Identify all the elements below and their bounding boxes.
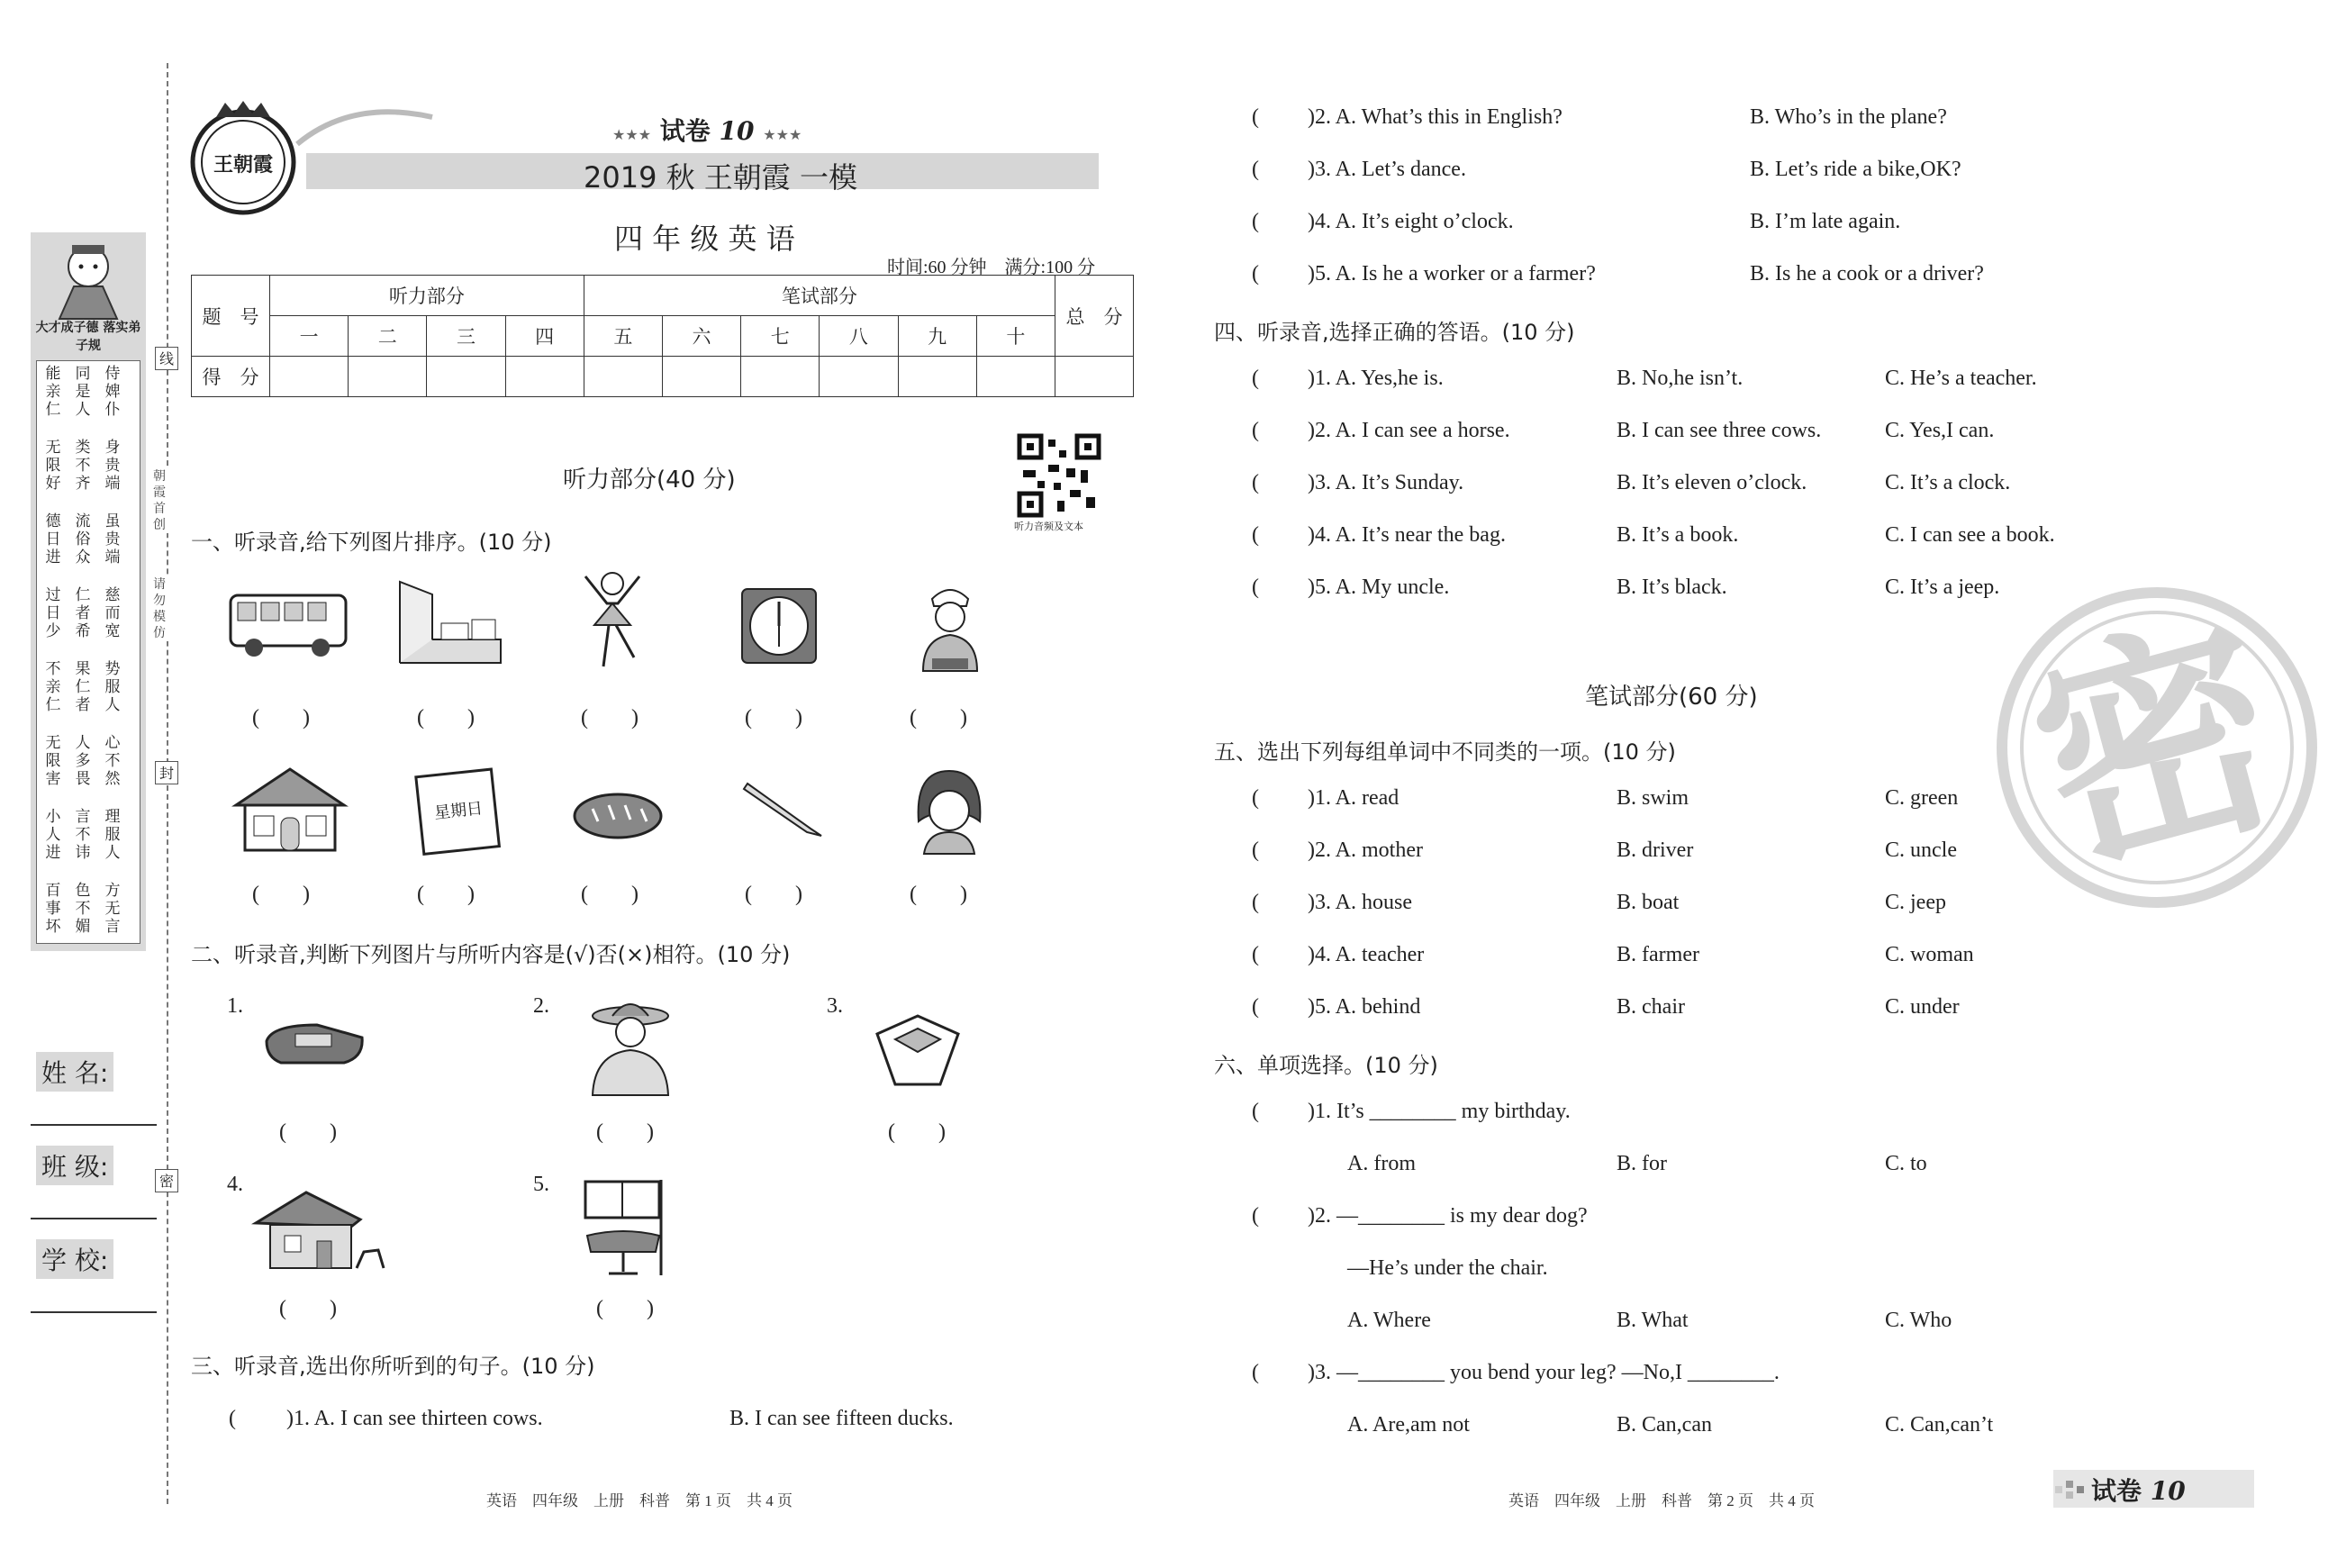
- farmer-picture: [576, 998, 684, 1101]
- stars-right: ★★★: [763, 126, 802, 143]
- seal-text: 密: [2008, 585, 2305, 910]
- s5-item-a: )5. A. behind: [1308, 995, 1421, 1019]
- answer-paren-open[interactable]: (: [1252, 367, 1259, 390]
- corner-dots: [2055, 1477, 2088, 1500]
- motto-col: 不亲仁: [45, 660, 61, 714]
- sidebar-slogan: 大才成子德 落实弟子规: [35, 321, 141, 353]
- s5-item-c: C. jeep: [1885, 891, 1946, 914]
- score-col: 四: [505, 316, 584, 357]
- score-cell[interactable]: [427, 357, 505, 397]
- s3-q1-b: B. I can see fifteen ducks.: [729, 1407, 954, 1430]
- left-footer: 英语 四年级 上册 科普 第 1 页 共 4 页: [486, 1492, 793, 1509]
- answer-paren-open[interactable]: (: [1252, 891, 1259, 914]
- class-label: 班 级:: [36, 1146, 113, 1185]
- answer-paren-open[interactable]: (: [1252, 576, 1259, 599]
- s3-item-b: B. I’m late again.: [1750, 210, 1901, 233]
- s3-item-a: )3. A. Let’s dance.: [1308, 158, 1466, 181]
- score-col: 三: [427, 316, 505, 357]
- answer-paren-open[interactable]: (: [1252, 838, 1259, 862]
- score-cell[interactable]: [270, 357, 349, 397]
- score-cell[interactable]: [662, 357, 740, 397]
- answer-paren-open[interactable]: (: [1252, 158, 1259, 181]
- s5-item-b: B. chair: [1617, 995, 1685, 1019]
- s3-item-b: B. Let’s ride a bike,OK?: [1750, 158, 1961, 181]
- score-col: 八: [820, 316, 898, 357]
- calendar-text: 星期日: [433, 799, 485, 823]
- school-field[interactable]: [31, 1311, 157, 1313]
- score-cell[interactable]: [898, 357, 976, 397]
- score-col: 十: [976, 316, 1055, 357]
- motto-col: 理服人: [104, 808, 121, 862]
- s4-item-b: B. I can see three cows.: [1617, 419, 1822, 442]
- s5-item-a: )1. A. read: [1308, 786, 1400, 810]
- motto-col: 侍婢仆: [104, 365, 121, 419]
- s4-item-a: )5. A. My uncle.: [1308, 576, 1450, 599]
- s6-q1-b: B. for: [1617, 1152, 1667, 1175]
- answer-paren-open[interactable]: (: [1252, 419, 1259, 442]
- s5-item-b: B. swim: [1617, 786, 1689, 810]
- score-cell[interactable]: [505, 357, 584, 397]
- score-cell[interactable]: [584, 357, 662, 397]
- box-picture: [868, 1007, 967, 1092]
- section-1-title: 一、听录音,给下列图片排序。(10 分): [191, 530, 552, 555]
- s5-item-a: )4. A. teacher: [1308, 943, 1425, 966]
- motto-col: 小人进: [45, 808, 61, 862]
- spine-text-1: 朝霞首创: [153, 468, 169, 533]
- s4-item-a: )4. A. It’s near the bag.: [1308, 523, 1506, 547]
- item-number: 4.: [227, 1173, 243, 1196]
- s6-q2-b: B. What: [1617, 1309, 1689, 1332]
- name-label: 姓 名:: [36, 1052, 113, 1092]
- answer-paren[interactable]: ( ): [596, 1120, 654, 1144]
- score-col: 二: [349, 316, 427, 357]
- score-table-writing: 笔试部分: [584, 276, 1055, 316]
- bus-picture: [227, 590, 349, 666]
- s6-q2-c: C. Who: [1885, 1309, 1952, 1332]
- s4-item-b: B. It’s a book.: [1617, 523, 1739, 547]
- spine-mark-1: 线: [155, 347, 178, 370]
- s6-q1: )1. It’s ________ my birthday.: [1308, 1100, 1571, 1123]
- motto-col: 仁者希: [75, 586, 91, 640]
- s4-item-b: B. No,he isn’t.: [1617, 367, 1744, 390]
- paper-number: 10: [719, 116, 755, 146]
- score-col: 一: [270, 316, 349, 357]
- classroom-picture: [396, 576, 504, 670]
- score-cell[interactable]: [976, 357, 1055, 397]
- corner-label: 试卷 10: [2091, 1476, 2186, 1506]
- s4-item-b: B. It’s black.: [1617, 576, 1727, 599]
- motto-col: 能亲仁: [45, 365, 61, 419]
- s6-q3-a: A. Are,am not: [1347, 1413, 1470, 1437]
- score-cell[interactable]: [820, 357, 898, 397]
- motto-col: 流俗众: [75, 512, 91, 566]
- s5-item-a: )3. A. house: [1308, 891, 1412, 914]
- answer-paren-open[interactable]: (: [1252, 105, 1259, 129]
- s5-item-b: B. boat: [1617, 891, 1680, 914]
- answer-paren[interactable]: ( ): [417, 706, 475, 730]
- header-ribbon: [297, 99, 432, 153]
- item-number: 3.: [827, 994, 843, 1018]
- farmhouse-picture: [252, 1187, 387, 1281]
- motto-col: 类不齐: [75, 439, 91, 493]
- answer-paren[interactable]: ( ): [745, 883, 802, 906]
- motto-col: 无限害: [45, 734, 61, 788]
- score-table-label-score: 得 分: [192, 357, 270, 397]
- s3-q1-a: )1. A. I can see thirteen cows.: [286, 1407, 543, 1430]
- answer-paren-open[interactable]: (: [1252, 943, 1259, 966]
- s4-item-c: C. It’s a clock.: [1885, 471, 2011, 494]
- answer-paren-open[interactable]: (: [1252, 471, 1259, 494]
- s5-item-c: C. uncle: [1885, 838, 1957, 862]
- class-field[interactable]: [31, 1218, 157, 1219]
- seal-watermark: [1986, 576, 2328, 919]
- score-col: 六: [662, 316, 740, 357]
- motto-col: 无限好: [45, 439, 61, 493]
- motto-col: 色不媚: [75, 882, 91, 936]
- s6-q1-c: C. to: [1885, 1152, 1927, 1175]
- house-picture: [232, 766, 348, 856]
- answer-paren[interactable]: ( ): [252, 706, 310, 730]
- motto-columns: [43, 365, 142, 941]
- s4-item-c: C. I can see a book.: [1885, 523, 2055, 547]
- motto-col: 德日进: [45, 512, 61, 566]
- bread-picture: [571, 791, 665, 845]
- time-info: 时间:60 分钟 满分:100 分: [887, 258, 1096, 277]
- motto-col: 言不讳: [75, 808, 91, 862]
- answer-paren[interactable]: ( ): [888, 1120, 946, 1144]
- s5-item-a: )2. A. mother: [1308, 838, 1423, 862]
- s3-item-b: B. Who’s in the plane?: [1750, 105, 1947, 129]
- exam-title: 2019 秋 王朝霞 一模: [584, 160, 857, 195]
- writing-title: 笔试部分(60 分): [1585, 684, 1758, 711]
- answer-paren-open[interactable]: (: [1252, 786, 1259, 810]
- score-table-label-num: 题 号: [192, 276, 270, 357]
- answer-paren[interactable]: ( ): [910, 706, 967, 730]
- s6-q3-c: C. Can,can’t: [1885, 1413, 1994, 1437]
- s4-item-c: C. He’s a teacher.: [1885, 367, 2037, 390]
- s4-item-a: )3. A. It’s Sunday.: [1308, 471, 1464, 494]
- subject-title: 四 年 级 英 语: [614, 222, 795, 256]
- s5-item-b: B. driver: [1617, 838, 1694, 862]
- s6-q2: )2. —________ is my dear dog?: [1308, 1204, 1588, 1228]
- motto-col: 人多畏: [75, 734, 91, 788]
- section-3-title: 三、听录音,选出你所听到的句子。(10 分): [191, 1354, 595, 1379]
- girl-picture: [906, 767, 992, 857]
- s6-q1-a: A. from: [1347, 1152, 1416, 1175]
- motto-col: 身贵端: [104, 439, 121, 493]
- motto-col: 心不然: [104, 734, 121, 788]
- calendar-picture: [414, 766, 504, 859]
- answer-paren-open[interactable]: (: [1252, 1361, 1259, 1384]
- answer-paren-open[interactable]: (: [1252, 1100, 1259, 1123]
- score-col: 九: [898, 316, 976, 357]
- score-table: [191, 275, 1134, 397]
- boat-picture: [263, 1018, 367, 1072]
- score-col: 七: [741, 316, 820, 357]
- s6-q2-a: A. Where: [1347, 1309, 1431, 1332]
- answer-paren-open[interactable]: (: [1252, 1204, 1259, 1228]
- qr-caption: 听力音频及文本: [1014, 521, 1083, 532]
- answer-paren[interactable]: ( ): [279, 1297, 337, 1320]
- spine-mark-2: 封: [155, 761, 178, 784]
- motto-col: 方无言: [104, 882, 121, 936]
- section-4-title: 四、听录音,选择正确的答语。(10 分): [1214, 320, 1575, 345]
- right-footer: 英语 四年级 上册 科普 第 2 页 共 4 页: [1508, 1492, 1815, 1509]
- name-field[interactable]: [31, 1124, 157, 1126]
- item-number: 1.: [227, 994, 243, 1018]
- s4-item-c: C. It’s a jeep.: [1885, 576, 2000, 599]
- answer-paren[interactable]: ( ): [910, 883, 967, 906]
- answer-paren[interactable]: ( ): [581, 706, 639, 730]
- s6-q3-b: B. Can,can: [1617, 1413, 1712, 1437]
- stars-left: ★★★: [612, 126, 652, 143]
- spine-text-2: 请勿模仿: [153, 576, 169, 641]
- motto-col: 果仁者: [75, 660, 91, 714]
- s5-item-c: C. green: [1885, 786, 1959, 810]
- brand-logo-text: 王朝霞: [213, 154, 273, 177]
- s5-item-c: C. woman: [1885, 943, 1974, 966]
- s3-item-a: )4. A. It’s eight o’clock.: [1308, 210, 1514, 233]
- score-col: 五: [584, 316, 662, 357]
- s5-item-c: C. under: [1885, 995, 1960, 1019]
- motto-col: 过日少: [45, 586, 61, 640]
- answer-paren-open[interactable]: (: [1252, 523, 1259, 547]
- brand-logo: [180, 101, 306, 216]
- qr-code[interactable]: [1018, 434, 1101, 517]
- answer-paren[interactable]: ( ): [745, 706, 802, 730]
- spine-mark-3: 密: [155, 1169, 178, 1192]
- dancer-picture: [567, 567, 657, 679]
- motto-col: 同是人: [75, 365, 91, 419]
- motto-col: 虽贵端: [104, 512, 121, 566]
- listening-title: 听力部分(40 分): [563, 467, 736, 494]
- answer-paren[interactable]: ( ): [279, 1120, 337, 1144]
- s4-item-a: )2. A. I can see a horse.: [1308, 419, 1510, 442]
- section-2-title: 二、听录音,判断下列图片与所听内容是(√)否(×)相符。(10 分): [191, 942, 791, 967]
- motto-col: 慈而宽: [104, 586, 121, 640]
- score-table-listening: 听力部分: [270, 276, 584, 316]
- s3-item-b: B. Is he a cook or a driver?: [1750, 262, 1984, 286]
- s6-q2-line2: —He’s under the chair.: [1347, 1256, 1548, 1280]
- scholar-figure: [47, 240, 130, 321]
- s4-item-a: )1. A. Yes,he is.: [1308, 367, 1444, 390]
- motto-col: 百事坏: [45, 882, 61, 936]
- answer-paren[interactable]: ( ): [596, 1297, 654, 1320]
- nurse-picture: [905, 581, 995, 678]
- answer-paren-open[interactable]: (: [229, 1407, 236, 1430]
- answer-paren[interactable]: ( ): [581, 883, 639, 906]
- corner-number: 10: [2150, 1476, 2186, 1506]
- school-label: 学 校:: [36, 1239, 113, 1279]
- pencil-picture: [744, 776, 825, 843]
- s5-item-b: B. farmer: [1617, 943, 1699, 966]
- window-table-picture: [578, 1178, 677, 1281]
- score-cell[interactable]: [1055, 357, 1134, 397]
- s3-item-a: )5. A. Is he a worker or a farmer?: [1308, 262, 1596, 286]
- answer-paren-open[interactable]: (: [1252, 262, 1259, 286]
- score-cell[interactable]: [741, 357, 820, 397]
- s4-item-b: B. It’s eleven o’clock.: [1617, 471, 1807, 494]
- score-cell[interactable]: [349, 357, 427, 397]
- item-number: 5.: [533, 1173, 549, 1196]
- item-number: 2.: [533, 994, 549, 1018]
- section-6-title: 六、单项选择。(10 分): [1214, 1053, 1438, 1078]
- section-5-title: 五、选出下列每组单词中不同类的一项。(10 分): [1214, 739, 1676, 765]
- s6-q3: )3. —________ you bend your leg? —No,I ________.: [1308, 1361, 1780, 1384]
- score-table-total: 总 分: [1055, 276, 1134, 357]
- s4-item-c: C. Yes,I can.: [1885, 419, 1995, 442]
- answer-paren[interactable]: ( ): [252, 883, 310, 906]
- answer-paren-open[interactable]: (: [1252, 995, 1259, 1019]
- motto-col: 势服人: [104, 660, 121, 714]
- s3-item-a: )2. A. What’s this in English?: [1308, 105, 1563, 129]
- clock-picture: [740, 587, 818, 668]
- answer-paren[interactable]: ( ): [417, 883, 475, 906]
- answer-paren-open[interactable]: (: [1252, 210, 1259, 233]
- paper-number-label: ★★★ 试卷 10 ★★★: [612, 116, 802, 146]
